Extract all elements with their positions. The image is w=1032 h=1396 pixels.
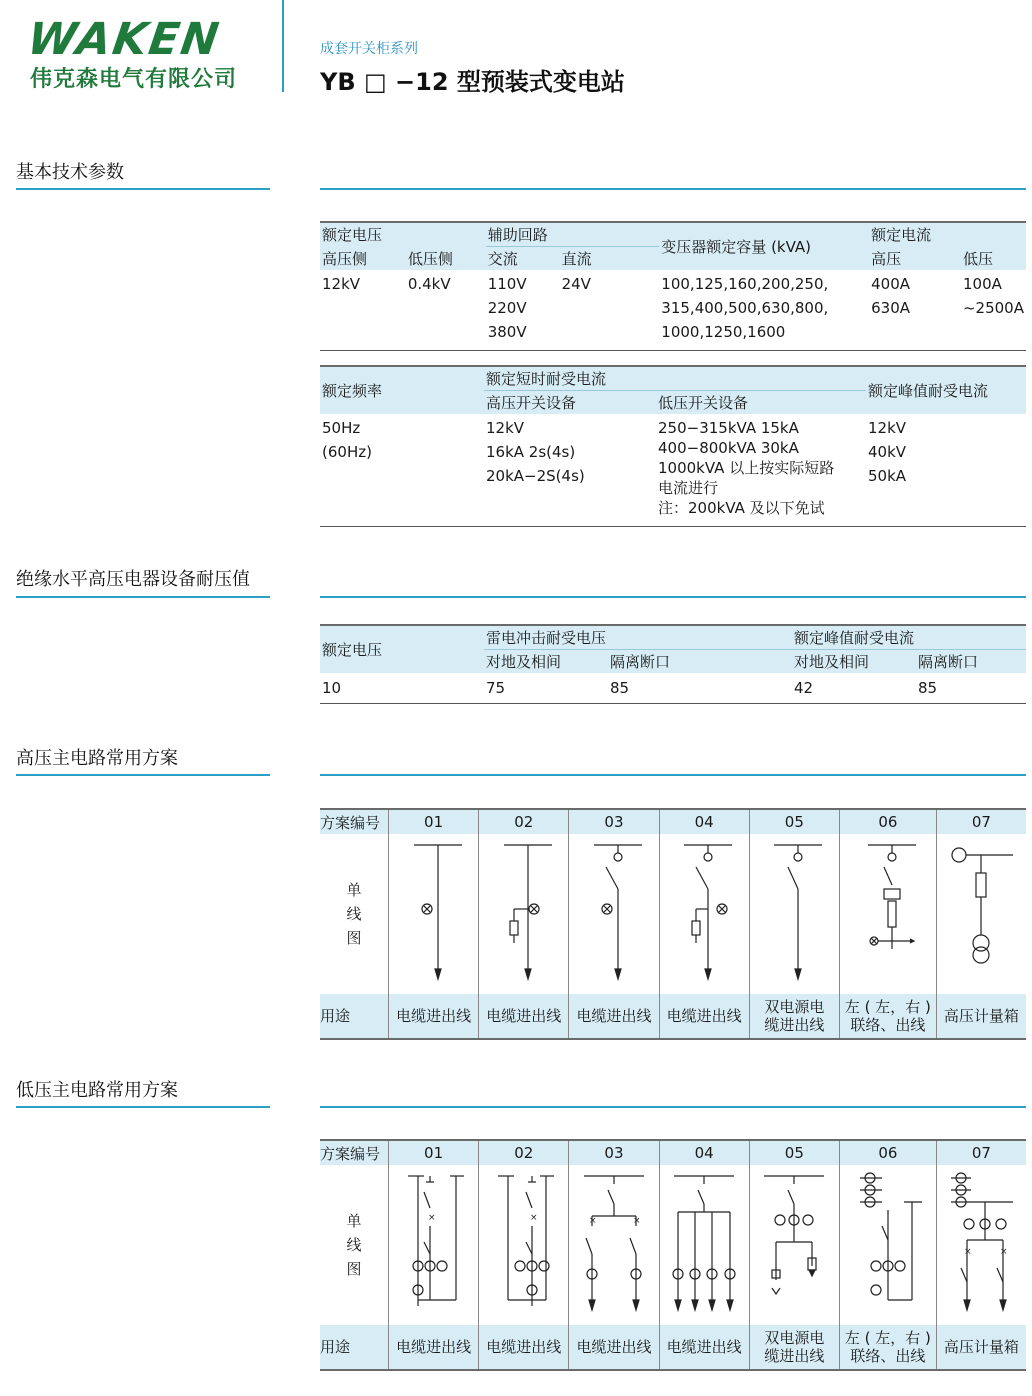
label-diagram [320, 834, 389, 994]
single-line-diagram-icon [574, 839, 654, 989]
current-value: 630A [871, 299, 911, 317]
use-02 [479, 1325, 569, 1370]
cell-ground: 75 [484, 673, 608, 703]
page-title: YB □ −12 型预装式变电站 [320, 68, 625, 96]
svg-text:×: × [588, 1216, 597, 1226]
use-text: 高压计量箱 [943, 1338, 1019, 1356]
use-text: 高压计量箱 [943, 1007, 1019, 1025]
use-text: 缆进出线 [764, 1347, 825, 1365]
use-05 [749, 994, 839, 1039]
hv-scheme-table [320, 808, 1026, 1040]
svg-text:×: × [1000, 1247, 1008, 1257]
label-char: 单 [346, 881, 362, 899]
use-01 [389, 1325, 479, 1370]
single-line-diagram-icon [754, 839, 834, 989]
th-peak: 额定峰值耐受电流 [866, 366, 1026, 414]
current-value: 400A [871, 275, 911, 293]
th-ground: 对地及相间 [484, 649, 608, 673]
scheme-no: 02 [479, 1140, 569, 1165]
scheme-no: 03 [569, 809, 659, 834]
scheme-no: 01 [389, 809, 479, 834]
svg-text:×: × [964, 1247, 972, 1257]
lv-sw-line: 电流进行 [658, 479, 719, 497]
use-text: 联络、出线 [850, 1347, 926, 1365]
section-rule [320, 596, 1026, 598]
th-freq: 额定频率 [320, 366, 484, 414]
th-short: 额定短时耐受电流 [484, 366, 866, 390]
cell-isol2: 85 [916, 673, 1026, 703]
company-name: 伟克森电气有限公司 [30, 66, 238, 92]
th-ac: 交流 [486, 246, 560, 270]
th-aux: 辅助回路 [486, 222, 660, 246]
label-scheme-no: 方案编号 [320, 809, 389, 834]
single-line-diagram-icon [574, 1170, 654, 1320]
hv-sw-line: 12kV [486, 419, 525, 437]
scheme-no: 06 [839, 1140, 936, 1165]
lv-diagram-06 [839, 1165, 936, 1325]
single-line-diagram-icon [941, 839, 1021, 989]
section-title-hv-scheme: 高压主电路常用方案 [16, 748, 178, 769]
current-value: 100A [962, 275, 1002, 293]
lv-diagram-07 [936, 1165, 1026, 1325]
th-lightning: 雷电冲击耐受电压 [484, 625, 792, 649]
th-lv-sw: 低压开关设备 [656, 390, 866, 414]
lv-diagram-03 [569, 1165, 659, 1325]
freq-line: (60Hz) [322, 443, 372, 461]
use-text: 电缆进出线 [576, 1338, 652, 1356]
hv-diagram-05 [749, 834, 839, 994]
scheme-no: 04 [659, 1140, 749, 1165]
peak-line: 12kV [868, 419, 907, 437]
cell-cur-hv [869, 270, 961, 350]
lv-sw-line: 注：200kVA 及以下免试 [658, 499, 825, 517]
ac-value: 110V [487, 275, 527, 293]
table-basic-params-2 [320, 365, 1026, 527]
svg-text:×: × [427, 1213, 436, 1223]
section-rule [16, 774, 270, 776]
single-line-diagram-icon [941, 1170, 1021, 1320]
use-text: 双电源电 [764, 1329, 825, 1347]
cell-peak [866, 414, 1026, 526]
th-ground2: 对地及相间 [792, 649, 916, 673]
svg-text:×: × [632, 1216, 641, 1226]
hv-diagram-01 [389, 834, 479, 994]
lv-diagram-04 [659, 1165, 749, 1325]
use-07 [936, 1325, 1026, 1370]
single-line-diagram-icon [664, 1170, 744, 1320]
use-text: 双电源电 [764, 998, 825, 1016]
section-rule [320, 1106, 1026, 1108]
use-text: 电缆进出线 [666, 1007, 742, 1025]
use-02 [479, 994, 569, 1039]
scheme-no: 03 [569, 1140, 659, 1165]
th-dc: 直流 [560, 246, 660, 270]
use-06 [839, 994, 936, 1039]
use-03 [569, 994, 659, 1039]
th-hv: 高压 [869, 246, 961, 270]
th-hv-sw: 高压开关设备 [484, 390, 656, 414]
th-isol2: 隔离断口 [916, 649, 1026, 673]
lv-sw-line: 400−800kVA 30kA [658, 439, 799, 457]
use-01 [389, 994, 479, 1039]
th-lv: 低压 [961, 246, 1026, 270]
lv-sw-line: 1000kVA 以上按实际短路 [658, 459, 835, 477]
use-text: 电缆进出线 [396, 1007, 472, 1025]
hv-diagram-02 [479, 834, 569, 994]
capacity-line: 100,125,160,200,250, [661, 275, 829, 293]
scheme-no: 02 [479, 809, 569, 834]
use-text: 左 ( 左，右 ) [844, 1329, 931, 1347]
use-04 [659, 1325, 749, 1370]
peak-line: 50kA [868, 467, 907, 485]
cell-cur-lv [961, 270, 1026, 350]
use-03 [569, 1325, 659, 1370]
use-text: 电缆进出线 [396, 1338, 472, 1356]
use-07 [936, 994, 1026, 1039]
header-divider [282, 0, 284, 92]
label-use: 用途 [320, 1325, 389, 1370]
th-lv-side: 低压侧 [406, 246, 486, 270]
th-isol: 隔离断口 [608, 649, 792, 673]
th-capacity: 变压器额定容量 (kVA) [659, 222, 869, 270]
hv-diagram-06 [839, 834, 936, 994]
hv-sw-line: 16kA 2s(4s) [486, 443, 576, 461]
section-title-lv-scheme: 低压主电路常用方案 [16, 1080, 178, 1101]
lv-sw-line: 250−315kVA 15kA [658, 419, 799, 437]
section-title-basic-params: 基本技术参数 [16, 162, 124, 183]
section-rule [320, 774, 1026, 776]
cell-hv: 12kV [320, 270, 406, 350]
th-rated-current: 额定电流 [869, 222, 1026, 246]
use-04 [659, 994, 749, 1039]
section-rule [16, 596, 270, 598]
single-line-diagram-icon [754, 1170, 834, 1320]
th-rated-voltage: 额定电压 [320, 222, 486, 246]
series-label: 成套开关柜系列 [320, 41, 418, 57]
lv-diagram-05 [749, 1165, 839, 1325]
use-text: 左 ( 左，右 ) [844, 998, 931, 1016]
use-text: 电缆进出线 [486, 1007, 562, 1025]
label-char: 线 [346, 905, 362, 923]
use-06 [839, 1325, 936, 1370]
th-peak: 额定峰值耐受电流 [792, 625, 1026, 649]
scheme-no: 05 [749, 1140, 839, 1165]
use-text: 电缆进出线 [666, 1338, 742, 1356]
label-char: 单 [346, 1212, 362, 1230]
scheme-no: 05 [749, 809, 839, 834]
table-insulation [320, 624, 1026, 704]
cell-ground2: 42 [792, 673, 916, 703]
single-line-diagram-icon [484, 1170, 564, 1320]
cell-hv-sw [484, 414, 656, 526]
peak-line: 40kV [868, 443, 907, 461]
cell-isol: 85 [608, 673, 792, 703]
use-text: 电缆进出线 [576, 1007, 652, 1025]
single-line-diagram-icon [484, 839, 564, 989]
single-line-diagram-icon [664, 839, 744, 989]
scheme-no: 06 [839, 809, 936, 834]
cell-dc: 24V [560, 270, 660, 350]
scheme-no: 07 [936, 809, 1026, 834]
company-logo: WAKEN [24, 14, 224, 65]
scheme-no: 07 [936, 1140, 1026, 1165]
table-basic-params-1 [320, 221, 1026, 351]
scheme-no: 01 [389, 1140, 479, 1165]
label-scheme-no: 方案编号 [320, 1140, 389, 1165]
lv-diagram-02 [479, 1165, 569, 1325]
use-text: 联络、出线 [850, 1016, 926, 1034]
label-char: 图 [346, 929, 362, 947]
th-rated-voltage: 额定电压 [320, 625, 484, 673]
section-rule [16, 1106, 270, 1108]
hv-diagram-07 [936, 834, 1026, 994]
ac-value: 380V [487, 323, 527, 341]
section-rule [16, 188, 270, 190]
cell-lv: 0.4kV [406, 270, 486, 350]
ac-value: 220V [487, 299, 527, 317]
use-text: 缆进出线 [764, 1016, 825, 1034]
capacity-line: 1000,1250,1600 [661, 323, 786, 341]
freq-line: 50Hz [322, 419, 361, 437]
cell-ac [486, 270, 560, 350]
single-line-diagram-icon [394, 1170, 474, 1320]
label-diagram [320, 1165, 389, 1325]
capacity-line: 315,400,500,630,800, [661, 299, 829, 317]
current-value: ~2500A [962, 299, 1024, 317]
hv-diagram-03 [569, 834, 659, 994]
cell-lv-sw [656, 414, 866, 526]
label-char: 图 [346, 1260, 362, 1278]
scheme-no: 04 [659, 809, 749, 834]
hv-sw-line: 20kA−2S(4s) [486, 467, 585, 485]
hv-diagram-04 [659, 834, 749, 994]
lv-diagram-01 [389, 1165, 479, 1325]
cell-capacity [659, 270, 869, 350]
section-rule [320, 188, 1026, 190]
section-title-insulation: 绝缘水平高压电器设备耐压值 [16, 569, 250, 590]
single-line-diagram-icon [848, 839, 928, 989]
use-05 [749, 1325, 839, 1370]
svg-text:×: × [529, 1213, 538, 1223]
use-text: 电缆进出线 [486, 1338, 562, 1356]
label-use: 用途 [320, 994, 389, 1039]
th-hv-side: 高压侧 [320, 246, 406, 270]
cell-v: 10 [320, 673, 484, 703]
lv-scheme-table [320, 1139, 1026, 1371]
single-line-diagram-icon [394, 839, 474, 989]
single-line-diagram-icon [848, 1170, 928, 1320]
label-char: 线 [346, 1236, 362, 1254]
cell-freq [320, 414, 484, 526]
